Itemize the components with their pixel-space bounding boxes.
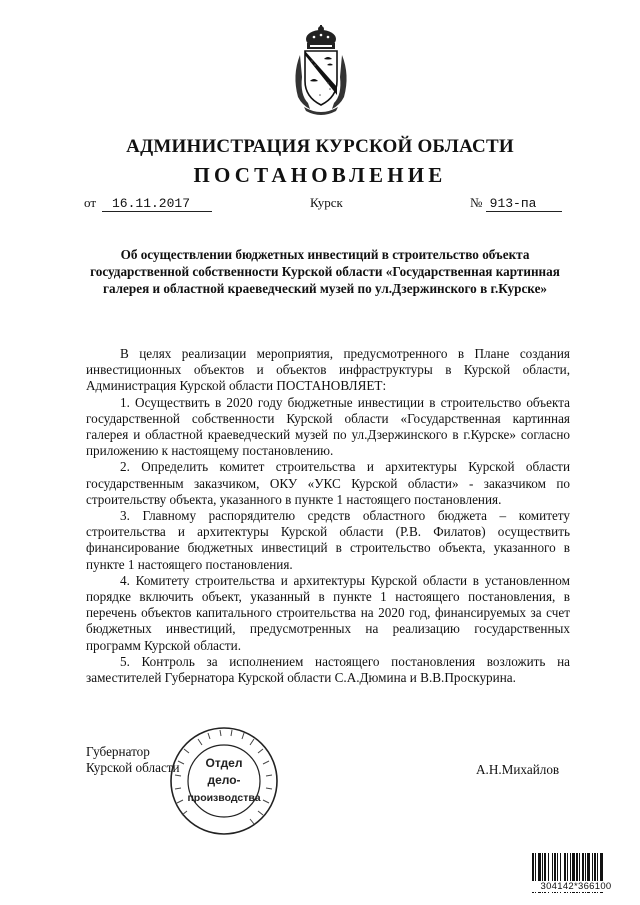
signer-position (86, 744, 180, 776)
stamp-text-line3: производства (187, 792, 261, 804)
signer-name: А.Н.Михайлов (476, 762, 560, 777)
number-label: № (470, 195, 483, 210)
organization-heading: АДМИНИСТРАЦИЯ КУРСКОЙ ОБЛАСТИ (126, 136, 514, 157)
clause-4-paragraph: 4. Комитету строительства и архитектуры Курской области в установленном порядке включить объект, указанный в пункте 1 настоящего постановления, в перечень объектов капитального строительства на 2020 год, финансируемых за счет бюджетных инвестиций, предусмотренных на реализацию государственных программ Курской области. (86, 572, 570, 653)
document-date: 16.11.2017 (102, 196, 212, 212)
stamp-text-line1: Отдел (205, 756, 243, 770)
barcode-number: 304142*366100 (531, 881, 621, 892)
date-prefix-label: от (84, 195, 97, 210)
stamp-text-line2: дело- (207, 773, 241, 787)
document-title: Об осуществлении бюджетных инвестиций в строительство объекта государственной собственности Курской области «Государственная картинная галерея и областной краеведческий музей по ул.Дзержинского в г.Курске» (90, 247, 560, 296)
coat-of-arms-emblem (290, 25, 352, 115)
city-label: Курск (310, 195, 343, 210)
document-number: 913-па (486, 196, 563, 212)
clause-2-paragraph: 2. Определить комитет строительства и архитектуры Курской области государственным заказчиком, ОКУ «УКС Курской области» - заказчиком по строительству объекта, указанного в пункте 1 настоящего постановления. (86, 459, 570, 507)
signer-position-line1: Губернатор (86, 744, 150, 759)
document-type-heading: ПОСТАНОВЛЕНИЕ (193, 163, 447, 187)
date-field (102, 195, 212, 212)
number-field (470, 195, 562, 212)
clause-1-paragraph: 1. Осуществить в 2020 году бюджетные инвестиции в строительство объекта государственной собственности Курской области «Государственная картинная галерея и областной краеведческий музей по ул.Дзержинского в г.Курске» согласно приложению к настоящему постановлению. (86, 394, 570, 459)
document-body (86, 346, 570, 686)
office-stamp (168, 725, 280, 837)
signer-position-line2: Курской области (86, 760, 180, 775)
preamble-paragraph: В целях реализации мероприятия, предусмотренного в Плане создания инвестиционных объектов и объектов инфраструктуры в Курской области, Администрация Курской области ПОСТАНОВЛЯЕТ: (86, 346, 570, 394)
clause-3-paragraph: 3. Главному распорядителю средств областного бюджета – комитету строительства и архитектуры Курской области (Р.В. Филатов) осуществить финансирование бюджетных инвестиций в строительство объекта, указанного в пункте 1 настоящего постановления. (86, 508, 570, 572)
clause-5-paragraph: 5. Контроль за исполнением настоящего постановления возложить на заместителей Губернатора Курской области С.А.Дюмина и В.В.Проскурина. (86, 653, 570, 686)
